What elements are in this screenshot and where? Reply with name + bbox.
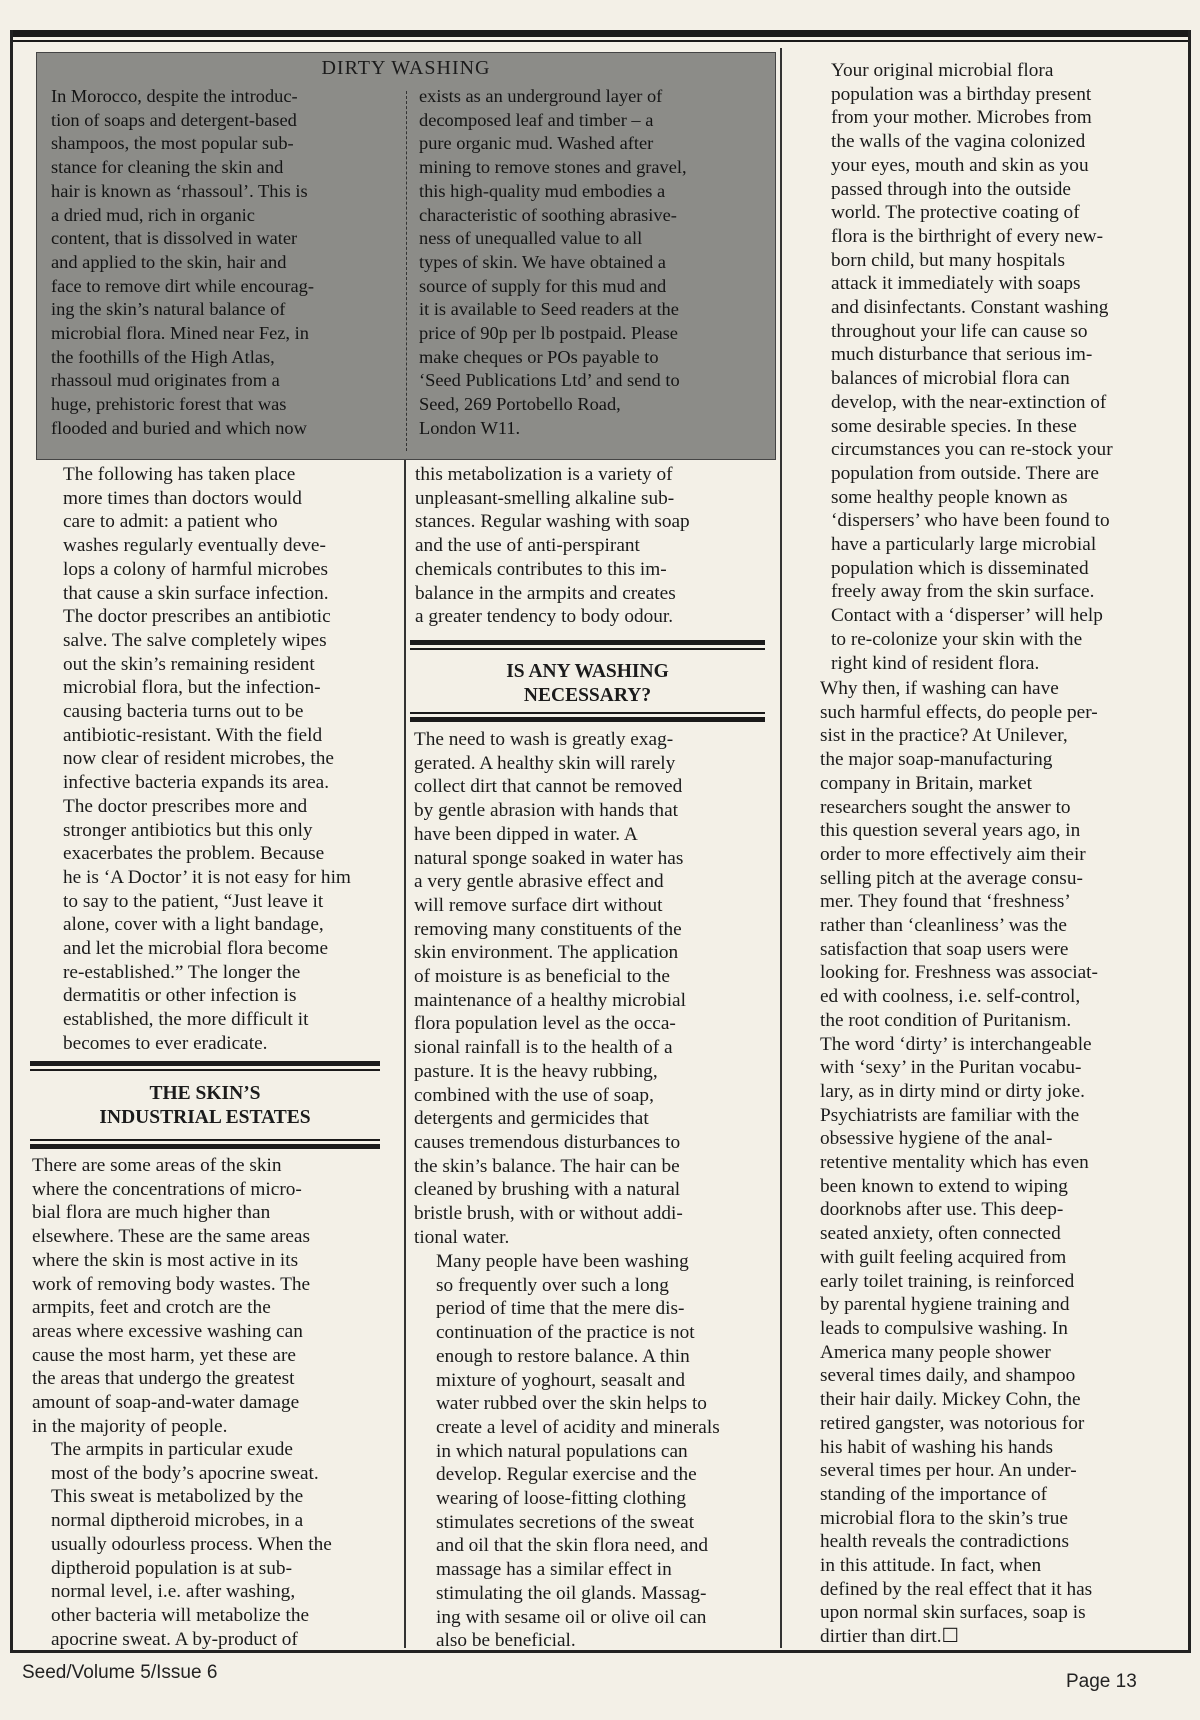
col2-paragraph-3 bbox=[408, 1250, 773, 1653]
text-line: in the majority of people. bbox=[32, 1415, 228, 1437]
text-line: population from outside. There are bbox=[831, 462, 1099, 484]
text-line: bristle brush, with or without addi- bbox=[414, 1203, 683, 1225]
text-line: stimulates secretions of the sweat bbox=[436, 1511, 695, 1533]
text-line: order to more effectively aim their bbox=[820, 843, 1086, 865]
text-line: apocrine sweat. A by-product of bbox=[51, 1628, 298, 1650]
text-line: the skin’s balance. The hair can be bbox=[414, 1155, 680, 1177]
text-line: usually odourless process. When the bbox=[51, 1533, 332, 1555]
text-line: skin environment. The application bbox=[414, 942, 679, 964]
text-line: and disinfectants. Constant washing bbox=[831, 297, 1109, 319]
col1-paragraph-2 bbox=[32, 1154, 397, 1438]
text-line: The doctor prescribes an antibiotic bbox=[63, 606, 331, 628]
page-number: Page 13 bbox=[1066, 1671, 1137, 1692]
col2-rule-top bbox=[410, 640, 765, 645]
text-line: decomposed leaf and timber – a bbox=[419, 109, 654, 130]
text-line: born child, but many hospitals bbox=[831, 249, 1066, 271]
text-line: his habit of washing his hands bbox=[820, 1436, 1053, 1458]
text-line: This sweat is metabolized by the bbox=[51, 1486, 304, 1508]
text-line: some healthy people known as bbox=[831, 486, 1068, 508]
text-line: natural sponge soaked in water has bbox=[414, 847, 684, 869]
text-line: sional rainfall is to the health of a bbox=[414, 1037, 673, 1059]
text-line: a very gentle abrasive effect and bbox=[414, 871, 664, 893]
col1-rule-bottom bbox=[30, 1144, 380, 1149]
text-line: Many people have been washing bbox=[436, 1251, 689, 1272]
text-line: defined by the real effect that it has bbox=[820, 1578, 1093, 1600]
text-line: washes regularly eventually deve- bbox=[63, 535, 326, 557]
col3-paragraph-1 bbox=[803, 59, 1173, 675]
text-line: now clear of resident microbes, the bbox=[63, 748, 334, 770]
text-line: causes tremendous disturbances to bbox=[414, 1131, 681, 1153]
text-line: tional water. bbox=[414, 1226, 510, 1248]
text-line: of moisture is as beneficial to the bbox=[414, 966, 670, 988]
text-line: In Morocco, despite the introduc- bbox=[51, 86, 298, 106]
text-line: Seed, 269 Portobello Road, bbox=[419, 394, 621, 415]
text-line: where the concentrations of micro- bbox=[32, 1178, 302, 1200]
text-line: standing of the importance of bbox=[820, 1483, 1048, 1505]
text-line: source of supply for this mud and bbox=[419, 275, 667, 296]
text-line: attack it immediately with soaps bbox=[831, 273, 1081, 295]
text-line: develop. Regular exercise and the bbox=[436, 1464, 697, 1486]
text-line: combined with the use of soap, bbox=[414, 1084, 654, 1106]
text-line: a greater tendency to body odour. bbox=[415, 606, 674, 628]
text-line: becomes to ever eradicate. bbox=[63, 1032, 268, 1054]
text-line: retired gangster, was notorious for bbox=[820, 1412, 1085, 1434]
text-line: Your original microbial flora bbox=[831, 60, 1054, 81]
text-line: tion of soaps and detergent-based bbox=[51, 109, 297, 130]
text-line: pure organic mud. Washed after bbox=[419, 133, 654, 154]
text-line: he is ‘A Doctor’ it is not easy for him bbox=[63, 866, 351, 888]
text-line: from your mother. Microbes from bbox=[831, 107, 1092, 129]
text-line: your eyes, mouth and skin as you bbox=[831, 154, 1089, 176]
col1-rule-top bbox=[30, 1061, 380, 1066]
text-line: in which natural populations can bbox=[436, 1440, 688, 1462]
text-line: also be beneficial. bbox=[436, 1630, 576, 1652]
text-line: care to admit: a patient who bbox=[63, 511, 278, 533]
text-line: antibiotic-resistant. With the field bbox=[63, 724, 323, 746]
text-line: the foothills of the High Atlas, bbox=[51, 346, 275, 367]
text-line: flora population level as the occa- bbox=[414, 1013, 676, 1035]
text-line: stimulating the oil glands. Massag- bbox=[436, 1582, 707, 1604]
text-line: flora is the birthright of every new- bbox=[831, 225, 1103, 247]
text-line: The following has taken place bbox=[63, 464, 296, 485]
dirty-washing-sidebar bbox=[36, 52, 776, 460]
text-line: their hair daily. Mickey Cohn, the bbox=[820, 1389, 1081, 1411]
text-line: obsessive hygiene of the anal- bbox=[820, 1128, 1053, 1150]
sidebar-divider bbox=[406, 91, 407, 451]
text-line: period of time that the mere dis- bbox=[436, 1298, 685, 1320]
text-line: microbial flora, but the infection- bbox=[63, 677, 321, 699]
text-line: wearing of loose-fitting clothing bbox=[436, 1488, 687, 1510]
text-line: shampoos, the most popular sub- bbox=[51, 133, 294, 154]
text-line: armpits, feet and crotch are the bbox=[32, 1297, 271, 1319]
text-line: enough to restore balance. A thin bbox=[436, 1345, 690, 1367]
text-line: this high-quality mud embodies a bbox=[419, 180, 666, 201]
column-divider-left bbox=[404, 460, 406, 1648]
text-line: infective bacteria expands its area. bbox=[63, 772, 330, 794]
col2-rule-bottom-thin bbox=[410, 712, 765, 714]
text-line: There are some areas of the skin bbox=[32, 1155, 282, 1176]
text-line: with ‘sexy’ in the Puritan vocabu- bbox=[820, 1057, 1082, 1079]
text-line: create a level of acidity and minerals bbox=[436, 1416, 720, 1438]
col1-paragraph-1 bbox=[35, 463, 400, 1056]
text-line: chemicals contributes to this im- bbox=[415, 558, 667, 580]
sidebar-left-column bbox=[51, 85, 314, 441]
text-line: water rubbed over the skin helps to bbox=[436, 1393, 707, 1415]
col2-paragraph-1 bbox=[415, 463, 775, 629]
text-line: mixture of yoghourt, seasalt and bbox=[436, 1369, 685, 1391]
text-line: have been dipped in water. A bbox=[414, 823, 638, 845]
text-line: most of the body’s apocrine sweat. bbox=[51, 1462, 319, 1484]
text-line: leads to compulsive washing. In bbox=[820, 1317, 1068, 1339]
text-line: to re-colonize your skin with the bbox=[831, 628, 1083, 650]
text-line: continuation of the practice is not bbox=[436, 1322, 695, 1344]
text-line: The armpits in particular exude bbox=[51, 1439, 293, 1460]
text-line: retentive mentality which has even bbox=[820, 1152, 1089, 1174]
text-line: ing with sesame oil or olive oil can bbox=[436, 1606, 707, 1628]
text-line: looking for. Freshness was associat- bbox=[820, 962, 1098, 984]
text-line: removing many constituents of the bbox=[414, 918, 682, 940]
text-line: microbial flora to the skin’s true bbox=[820, 1507, 1068, 1529]
text-line: gerated. A healthy skin will rarely bbox=[414, 752, 676, 774]
text-line: this metabolization is a variety of bbox=[415, 464, 673, 485]
text-line: by parental hygiene training and bbox=[820, 1294, 1070, 1316]
text-line: Psychiatrists are familiar with the bbox=[820, 1104, 1080, 1126]
text-line: types of skin. We have obtained a bbox=[419, 251, 666, 272]
text-line: cleaned by brushing with a natural bbox=[414, 1179, 681, 1201]
col2-rule-bottom bbox=[410, 717, 765, 722]
text-line: develop, with the near-extinction of bbox=[831, 391, 1107, 413]
text-line: massage has a similar effect in bbox=[436, 1559, 672, 1581]
text-line: collect dirt that cannot be removed bbox=[414, 776, 683, 798]
text-line: satisfaction that soap users were bbox=[820, 938, 1069, 960]
text-line: The word ‘dirty’ is interchangeable bbox=[820, 1033, 1092, 1055]
text-line: the major soap-manufacturing bbox=[820, 749, 1053, 771]
text-line: balances of microbial flora can bbox=[831, 368, 1070, 390]
text-line: cause the most harm, yet these are bbox=[32, 1344, 296, 1366]
col1-heading-line1: THE SKIN’S bbox=[149, 1083, 261, 1104]
text-line: stance for cleaning the skin and bbox=[51, 157, 284, 178]
text-line: have a particularly large microbial bbox=[831, 534, 1097, 556]
text-line: The need to wash is greatly exag- bbox=[414, 729, 674, 750]
text-line: balance in the armpits and creates bbox=[415, 582, 676, 604]
text-line: rather than ‘cleanliness’ was the bbox=[820, 915, 1067, 937]
text-line: price of 90p per lb postpaid. Please bbox=[419, 323, 678, 344]
text-line: selling pitch at the average consu- bbox=[820, 867, 1083, 889]
col3-paragraph-2 bbox=[792, 677, 1172, 1649]
text-line: the root condition of Puritanism. bbox=[820, 1009, 1072, 1031]
text-line: stances. Regular washing with soap bbox=[415, 511, 690, 533]
text-line: freely away from the skin surface. bbox=[831, 581, 1095, 603]
text-line: content, that is dissolved in water bbox=[51, 228, 298, 249]
text-line: some desirable species. In these bbox=[831, 415, 1077, 437]
col2-paragraph-2 bbox=[414, 728, 776, 1249]
text-line: and oil that the skin flora need, and bbox=[436, 1535, 708, 1557]
text-line: salve. The salve completely wipes bbox=[63, 629, 327, 651]
text-line: where the skin is most active in its bbox=[32, 1249, 299, 1271]
publication-info: Seed/Volume 5/Issue 6 bbox=[22, 1662, 218, 1683]
text-line: pasture. It is the heavy rubbing, bbox=[414, 1060, 658, 1082]
col1-rule-bottom-thin bbox=[30, 1139, 380, 1141]
text-line: with guilt feeling acquired from bbox=[820, 1246, 1067, 1268]
text-line: other bacteria will metabolize the bbox=[51, 1604, 310, 1626]
sidebar-title: DIRTY WASHING bbox=[321, 57, 491, 79]
text-line: face to remove dirt while encourag- bbox=[51, 275, 314, 296]
text-line: The doctor prescribes more and bbox=[63, 795, 308, 817]
col1-paragraph-3 bbox=[23, 1438, 388, 1651]
text-line: and applied to the skin, hair and bbox=[51, 251, 287, 272]
text-line: exacerbates the problem. Because bbox=[63, 843, 325, 865]
column-divider-right bbox=[780, 48, 782, 1648]
text-line: mining to remove stones and gravel, bbox=[419, 157, 687, 178]
text-line: passed through into the outside bbox=[831, 178, 1071, 200]
text-line: unpleasant-smelling alkaline sub- bbox=[415, 487, 675, 509]
col2-rule-top-thin bbox=[410, 648, 765, 650]
text-line: bial flora are much higher than bbox=[32, 1202, 271, 1224]
text-line: ing the skin’s natural balance of bbox=[51, 299, 286, 320]
col2-heading-line1: IS ANY WASHING bbox=[506, 661, 669, 682]
text-line: detergents and germicides that bbox=[414, 1108, 649, 1130]
text-line: by gentle abrasion with hands that bbox=[414, 800, 678, 822]
text-line: and let the microbial flora become bbox=[63, 938, 329, 960]
text-line: London W11. bbox=[419, 417, 521, 438]
text-line: right kind of resident flora. bbox=[831, 652, 1040, 674]
text-line: to say to the patient, “Just leave it bbox=[63, 890, 324, 912]
text-line: rhassoul mud originates from a bbox=[51, 370, 280, 391]
text-line: several times daily, and shampoo bbox=[820, 1365, 1076, 1387]
text-line: work of removing body wastes. The bbox=[32, 1273, 311, 1295]
text-line: established, the more difficult it bbox=[63, 1009, 309, 1031]
text-line: in this attitude. In fact, when bbox=[820, 1555, 1042, 1577]
text-line: stronger antibiotics but this only bbox=[63, 819, 313, 841]
text-line: ‘dispersers’ who have been found to bbox=[831, 510, 1110, 532]
text-line: researchers sought the answer to bbox=[820, 796, 1071, 818]
text-line: exists as an underground layer of bbox=[419, 86, 663, 106]
col2-heading bbox=[410, 660, 765, 708]
text-line: dermatitis or other infection is bbox=[63, 985, 297, 1007]
text-line: sist in the practice? At Unilever, bbox=[820, 725, 1068, 747]
text-line: circumstances you can re-stock your bbox=[831, 439, 1113, 461]
text-line: normal level, i.e. after washing, bbox=[51, 1581, 296, 1603]
text-line: characteristic of soothing abrasive- bbox=[419, 204, 677, 225]
text-line: throughout your life can cause so bbox=[831, 320, 1088, 342]
text-line: ‘Seed Publications Ltd’ and send to bbox=[419, 370, 680, 391]
text-line: hair is known as ‘rhassoul’. This is bbox=[51, 180, 308, 201]
text-line: causing bacteria turns out to be bbox=[63, 701, 304, 723]
text-line: a dried mud, rich in organic bbox=[51, 204, 255, 225]
text-line: areas where excessive washing can bbox=[32, 1320, 303, 1342]
text-line: seated anxiety, often connected bbox=[820, 1223, 1061, 1245]
text-line: re-established.” The longer the bbox=[63, 961, 301, 983]
text-line: more times than doctors would bbox=[63, 487, 302, 509]
text-line: upon normal skin surfaces, soap is bbox=[820, 1602, 1086, 1624]
text-line: amount of soap-and-water damage bbox=[32, 1392, 300, 1414]
col1-heading-line2: INDUSTRIAL ESTATES bbox=[99, 1107, 311, 1128]
text-line: alone, cover with a light bandage, bbox=[63, 914, 324, 936]
text-line: mer. They found that ‘freshness’ bbox=[820, 891, 1071, 913]
text-line: world. The protective coating of bbox=[831, 202, 1080, 224]
text-line: the walls of the vagina colonized bbox=[831, 131, 1086, 153]
text-line: doorknobs after use. This deep- bbox=[820, 1199, 1064, 1221]
text-line: microbial flora. Mined near Fez, in bbox=[51, 323, 309, 344]
text-line: elsewhere. These are the same areas bbox=[32, 1226, 310, 1248]
text-line: normal diptheroid microbes, in a bbox=[51, 1510, 304, 1532]
col1-rule-top-thin bbox=[30, 1069, 380, 1071]
text-line: lops a colony of harmful microbes bbox=[63, 558, 329, 580]
text-line: several times per hour. An under- bbox=[820, 1460, 1077, 1482]
text-line: out the skin’s remaining resident bbox=[63, 653, 315, 675]
text-line: population which is disseminated bbox=[831, 557, 1089, 579]
text-line: flooded and buried and which now bbox=[51, 417, 307, 438]
col1-heading bbox=[30, 1082, 380, 1130]
text-line: much disturbance that serious im- bbox=[831, 344, 1093, 366]
text-line: Why then, if washing can have bbox=[820, 678, 1059, 699]
text-line: maintenance of a healthy microbial bbox=[414, 989, 686, 1011]
sidebar-right-column bbox=[419, 85, 687, 441]
text-line: Contact with a ‘disperser’ will help bbox=[831, 605, 1103, 627]
text-line: America many people shower bbox=[820, 1341, 1051, 1363]
text-line: such harmful effects, do people per- bbox=[820, 701, 1098, 723]
text-line: will remove surface dirt without bbox=[414, 894, 663, 916]
text-line: early toilet training, is reinforced bbox=[820, 1270, 1075, 1292]
text-line: huge, prehistoric forest that was bbox=[51, 394, 287, 415]
text-line: dirtier than dirt.☐ bbox=[820, 1626, 959, 1648]
text-line: lary, as in dirty mind or dirty joke. bbox=[820, 1080, 1085, 1102]
text-line: make cheques or POs payable to bbox=[419, 346, 659, 367]
col2-heading-line2: NECESSARY? bbox=[523, 685, 652, 706]
text-line: ness of unequalled value to all bbox=[419, 228, 643, 249]
text-line: ed with coolness, i.e. self-control, bbox=[820, 986, 1081, 1008]
text-line: and the use of anti-perspirant bbox=[415, 535, 640, 557]
text-line: that cause a skin surface infection. bbox=[63, 582, 329, 604]
text-line: this question several years ago, in bbox=[820, 820, 1081, 842]
text-line: health reveals the contradictions bbox=[820, 1531, 1069, 1553]
text-line: been known to extend to wiping bbox=[820, 1175, 1068, 1197]
text-line: diptheroid population is at sub- bbox=[51, 1557, 292, 1579]
text-line: it is available to Seed readers at the bbox=[419, 299, 679, 320]
text-line: so frequently over such a long bbox=[436, 1274, 669, 1296]
text-line: the areas that undergo the greatest bbox=[32, 1368, 295, 1390]
text-line: company in Britain, market bbox=[820, 772, 1033, 794]
text-line: population was a birthday present bbox=[831, 83, 1092, 105]
